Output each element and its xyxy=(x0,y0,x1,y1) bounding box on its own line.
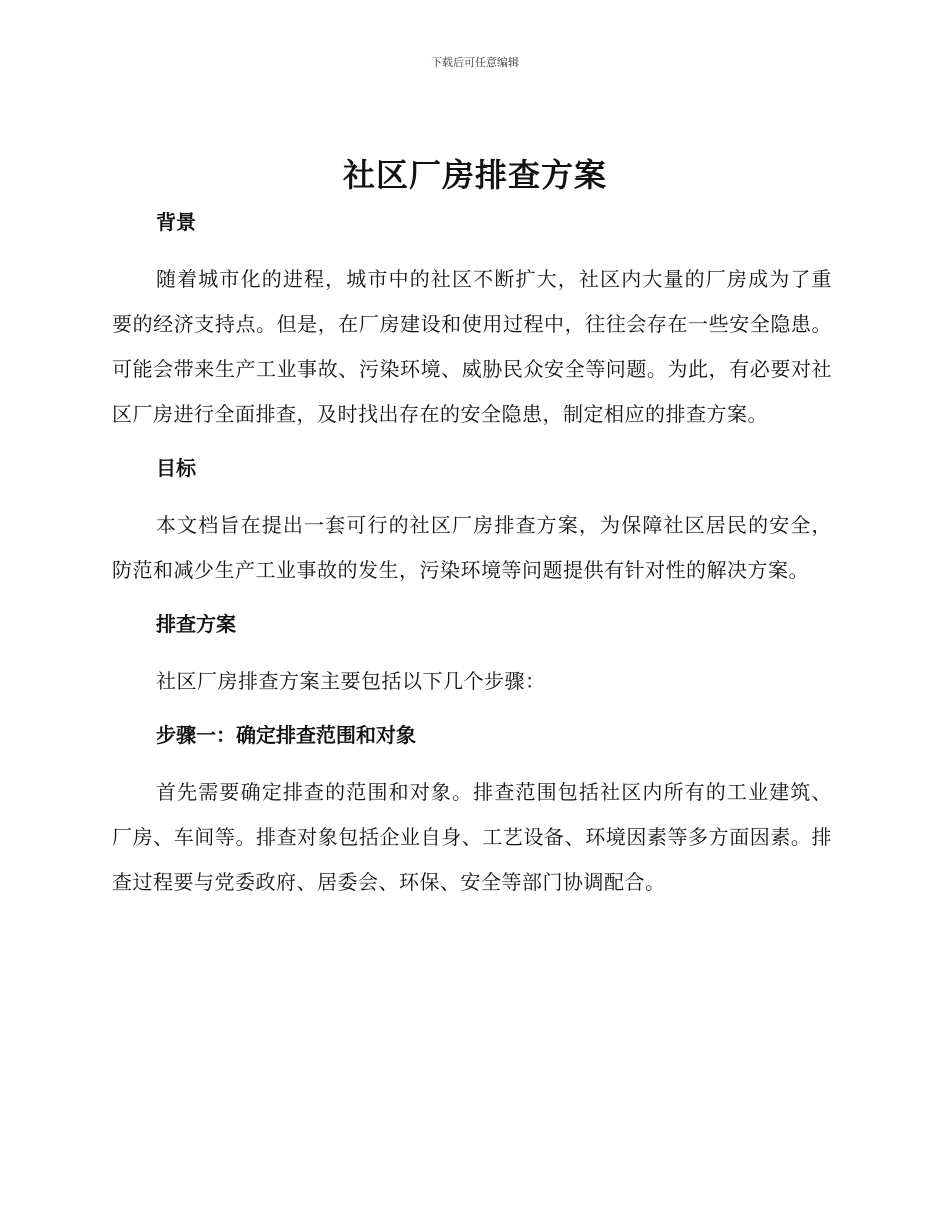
document-title: 社区厂房排查方案 xyxy=(342,156,607,194)
document-body xyxy=(112,205,832,905)
paragraph-plan: 社区厂房排查方案主要包括以下几个步骤： xyxy=(156,669,546,693)
section-heading-goal: 目标 xyxy=(156,456,196,480)
section-heading-background: 背景 xyxy=(156,210,196,234)
section-heading-plan: 排查方案 xyxy=(156,612,236,636)
paragraph-background: 随着城市化的进程，城市中的社区不断扩大，社区内大量的厂房成为了重要的经济支持点。但是，在厂房建设和使用过程中，往往会存在一些安全隐患。可能会带来生产工业事故、污染环境、威胁民众安全等问题。为此，有必要对社区厂房进行全面排查，及时找出存在的安全隐患，制定相应的排查方案。 xyxy=(112,267,832,426)
section-heading-step-one: 步骤一：确定排查范围和对象 xyxy=(156,723,416,747)
paragraph-goal: 本文档旨在提出一套可行的社区厂房排查方案，为保障社区居民的安全，防范和减少生产工业事故的发生，污染环境等问题提供有针对性的解决方案。 xyxy=(112,513,832,582)
header-note: 下载后可任意编辑 xyxy=(431,56,519,69)
paragraph-step-one: 首先需要确定排查的范围和对象。排查范围包括社区内所有的工业建筑、厂房、车间等。排查对象包括企业自身、工艺设备、环境因素等多方面因素。排查过程要与党委政府、居委会、环保、安全等部门协调配合。 xyxy=(112,780,832,894)
